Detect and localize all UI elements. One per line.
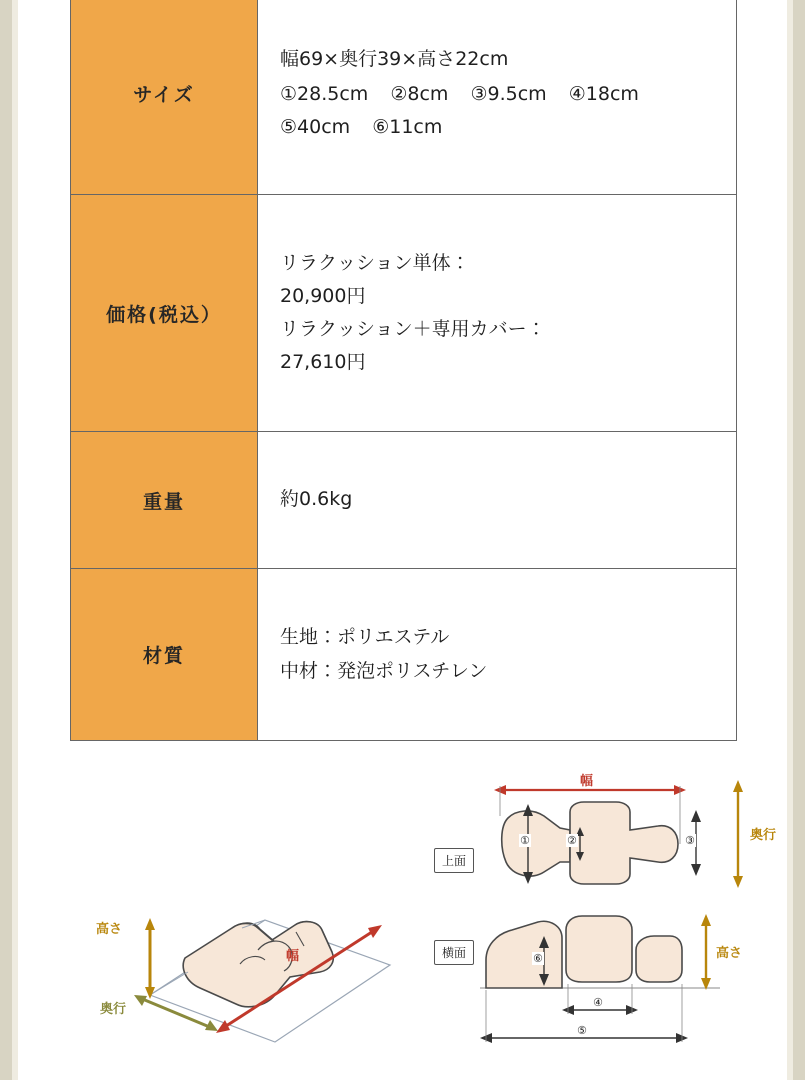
left-margin-inner — [12, 0, 18, 1080]
material-core: 中材：発泡ポリスチレン — [280, 659, 488, 682]
side-view-mark-4: ④ — [593, 996, 603, 1009]
perspective-width-label: 幅 — [286, 949, 300, 964]
price-single-label: リラクッション単体： — [280, 251, 470, 274]
row-value-size — [258, 0, 737, 195]
size-marks-row2 — [280, 111, 736, 144]
row-value-price — [258, 195, 737, 432]
size-mark-5: ⑤40cm — [280, 116, 351, 139]
row-value-weight: 約0.6kg — [258, 432, 737, 569]
size-mark-2: ②8cm — [390, 82, 449, 105]
side-view-mark-6: ⑥ — [533, 952, 543, 965]
price-set-label: リラクッション＋専用カバー： — [280, 318, 546, 340]
table-row-price — [71, 195, 737, 432]
perspective-svg — [90, 780, 420, 1070]
table-row-weight — [71, 432, 737, 569]
side-view-label: 横面 — [434, 940, 474, 965]
orthographic-svg — [420, 770, 790, 1070]
document-content — [24, 0, 781, 1080]
top-view-label: 上面 — [434, 848, 474, 873]
row-label-material: 材質 — [71, 569, 258, 741]
side-view-height-label: 高さ — [716, 946, 743, 961]
figure-area — [70, 770, 790, 1070]
row-value-material — [258, 569, 737, 741]
row-label-weight: 重量 — [71, 432, 258, 569]
top-view-depth-label: 奥行 — [750, 828, 777, 843]
spec-table — [70, 0, 737, 741]
price-set-value: 27,610円 — [280, 351, 366, 374]
size-mark-6: ⑥11cm — [372, 116, 443, 139]
row-label-price: 価格(税込） — [71, 195, 258, 432]
row-label-size: サイズ — [71, 0, 258, 195]
table-row-size — [71, 0, 737, 195]
size-mark-3: ③9.5cm — [470, 82, 547, 105]
side-view-mark-5: ⑤ — [577, 1024, 587, 1037]
price-single-value: 20,900円 — [280, 284, 366, 307]
top-view-mark-2: ② — [567, 834, 577, 847]
perspective-depth-label: 奥行 — [100, 1002, 127, 1017]
left-margin-strip — [0, 0, 18, 1080]
size-marks-row1 — [280, 78, 736, 111]
material-fabric: 生地：ポリエステル — [280, 626, 450, 649]
top-view-width-label: 幅 — [580, 774, 594, 789]
top-view-mark-1: ① — [520, 834, 530, 847]
perspective-height-label: 高さ — [96, 922, 123, 937]
table-row-material — [71, 569, 737, 741]
size-mark-4: ④18cm — [568, 82, 639, 105]
size-overall: 幅69×奥行39×高さ22cm — [280, 47, 509, 70]
figure-orthographic — [420, 770, 790, 1070]
size-mark-1: ①28.5cm — [280, 82, 369, 105]
figure-perspective — [90, 780, 420, 1070]
top-view-mark-3: ③ — [685, 834, 695, 847]
